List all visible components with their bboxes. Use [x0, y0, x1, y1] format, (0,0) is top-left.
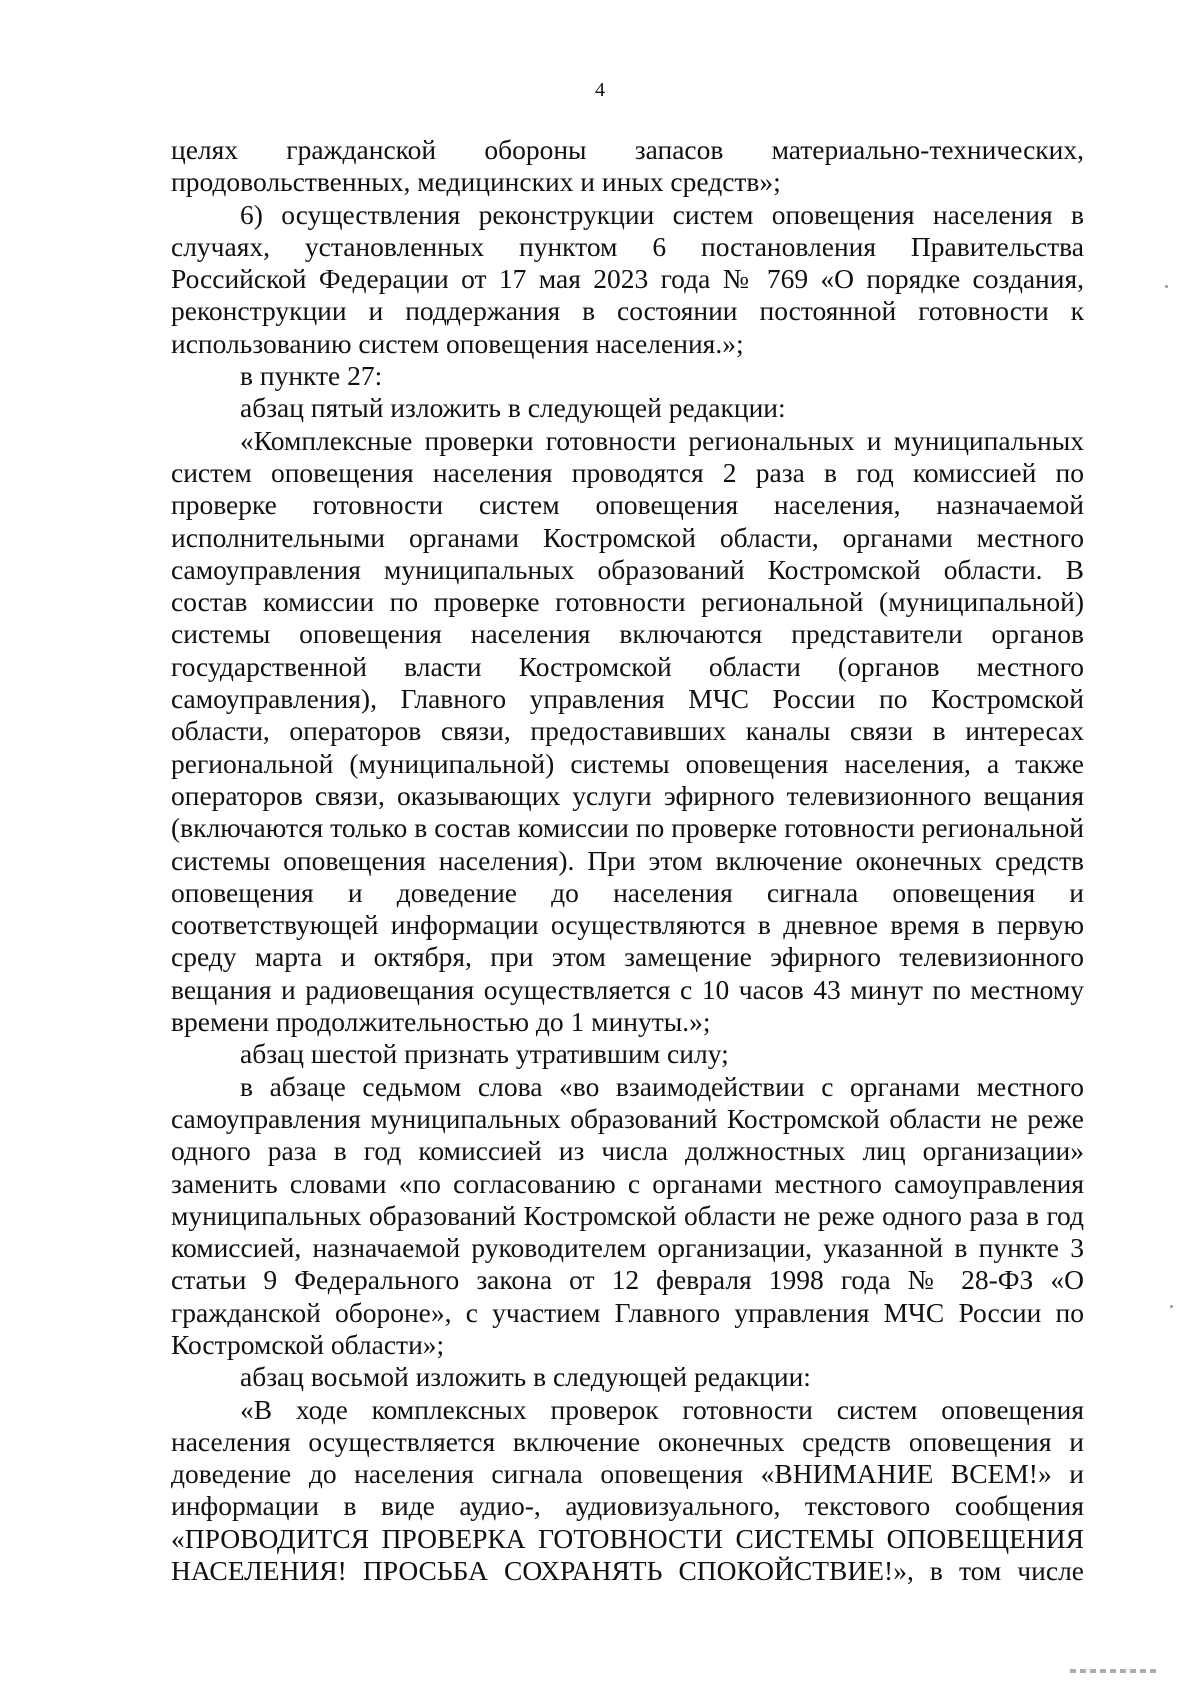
page-number: 4 — [595, 79, 605, 101]
paragraph-3: в пункте 27: — [240, 360, 383, 392]
paragraph-4: абзац пятый изложить в следующей редакции: — [240, 392, 786, 424]
scan-speck — [1170, 1305, 1173, 1308]
paragraph-1: целях гражданской обороны запасов материально-технических, продовольственных, медицинских и иных средств»; — [171, 134, 1084, 198]
paragraph-8: абзац восьмой изложить в следующей редакции: — [240, 1361, 811, 1393]
paragraph-7: в абзаце седьмом слова «во взаимодействии с органами местного самоуправления муниципальных образований Костромской области не реже одного раза в год комиссией из числа должностных лиц организации» заменить словами «по согласованию с органами местного самоуправления муниципальных образований Костромской области не реже одного раза в год комиссией, назначаемой руководителем организации, указанной в пункте 3 статьи 9 Федерального закона от 12 февраля 1998 года № 28-ФЗ «О гражданской обороне», с участием Главного управления МЧС России по Костромской области»; — [171, 1070, 1084, 1360]
paragraph-6: абзац шестой признать утратившим силу; — [240, 1038, 729, 1070]
scan-speck — [1165, 285, 1168, 288]
paragraph-5: «Комплексные проверки готовности региональных и муниципальных систем оповещения населения проводятся 2 раза в год комиссией по проверке готовности систем оповещения населения, назначаемой исполнительными органами Костромской области, органами местного самоуправления муниципальных образований Костромской области. В состав комиссии по проверке готовности региональной (муниципальной) системы оповещения населения включаются представители органов государственной власти Костромской области (органов местного самоуправления), Главного управления МЧС России по Костромской области, операторов связи, предоставивших каналы связи в интересах региональной (муниципальной) системы оповещения населения, а также операторов связи, оказывающих услуги эфирного телевизионного вещания (включаются только в состав комиссии по проверке готовности региональной системы оповещения населения). При этом включение оконечных средств оповещения и доведение до населения сигнала оповещения и соответствующей информации осуществляются в дневное время в первую среду марта и октября, при этом замещение эфирного телевизионного вещания и радиовещания осуществляется с 10 часов 43 минут по местному времени продолжительностью до 1 минуты.»; — [171, 424, 1084, 1038]
scan-edge-mark — [1070, 1669, 1160, 1673]
document-body — [171, 134, 1084, 1587]
paragraph-2: 6) осуществления реконструкции систем оповещения населения в случаях, установленных пунктом 6 постановления Правительства Российской Федерации от 17 мая 2023 года № 769 «О порядке создания, реконструкции и поддержания в состоянии постоянной готовности к использованию систем оповещения населения.»; — [171, 198, 1084, 359]
paragraph-9: «В ходе комплексных проверок готовности систем оповещения населения осуществляется включение оконечных средств оповещения и доведение до населения сигнала оповещения «ВНИМАНИЕ ВСЕМ!» и информации в виде аудио-, аудиовизуального, текстового сообщения «ПРОВОДИТСЯ ПРОВЕРКА ГОТОВНОСТИ СИСТЕМЫ ОПОВЕЩЕНИЯ НАСЕЛЕНИЯ! ПРОСЬБА СОХРАНЯТЬ СПОКОЙСТВИЕ!», в том числе — [171, 1393, 1084, 1587]
